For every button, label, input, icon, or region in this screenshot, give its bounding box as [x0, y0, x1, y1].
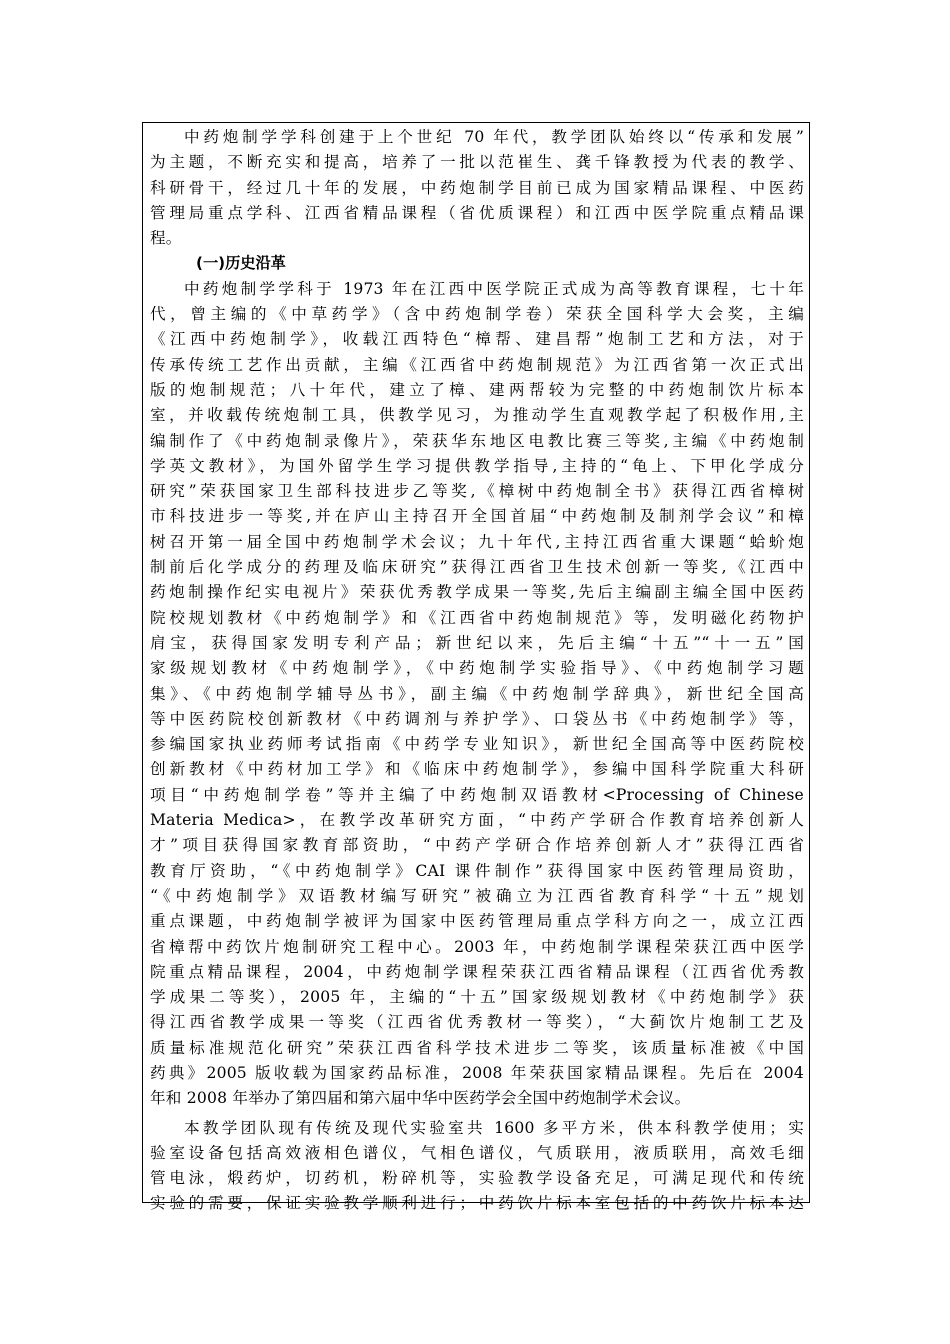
intro-paragraph — [150, 125, 804, 251]
section-heading: (一)历史沿革 — [196, 254, 286, 273]
text-line: 市科技进步一等奖,并在庐山主持召开全国首届“中药炮制及制剂学会议”和樟 — [150, 507, 804, 526]
document-body — [150, 125, 804, 1217]
text-line: 重点课题，中药炮制学被评为国家中医药管理局重点学科方向之一，成立江西 — [150, 912, 804, 931]
text-line: 学成果二等奖），2005 年，主编的“十五”国家级规划教材《中药炮制学》获 — [150, 988, 804, 1007]
text-line: Materia Medica>，在教学改革研究方面，“中药产学研合作教育培养创新人 — [150, 811, 804, 830]
text-line: 创新教材《中药材加工学》和《临床中药炮制学》，参编中国科学院重大科研 — [150, 760, 804, 779]
text-line: 程。 — [150, 229, 182, 248]
text-line: 省樟帮中药饮片炮制研究工程中心。2003 年，中药炮制学课程荣获江西中医学 — [150, 937, 804, 956]
text-line: 得江西省教学成果一等奖（江西省优秀教材一等奖），“大蓟饮片炮制工艺及 — [150, 1013, 804, 1032]
text-line: 为主题，不断充实和提高，培养了一批以范崔生、龚千锋教授为代表的教学、 — [150, 153, 804, 172]
text-line: 教育厅资助，“《中药炮制学》CAI 课件制作”获得国家中医药管理局资助， — [150, 861, 804, 880]
text-line: 科研骨干，经过几十年的发展，中药炮制学目前已成为国家精品课程、中医药 — [150, 178, 804, 197]
text-line: 学英文教材》，为国外留学生学习提供教学指导,主持的“龟上、下甲化学成分 — [150, 456, 804, 475]
text-line: 实验的需要，保证实验教学顺利进行；中药饮片标本室包括的中药饮片标本达 — [150, 1194, 804, 1213]
text-line: 中药炮制学学科于 1973 年在江西中医学院正式成为高等教育课程，七十年 — [184, 279, 804, 298]
text-line: 家级规划教材《中药炮制学》，《中药炮制学实验指导》、《中药炮制学习题 — [150, 659, 804, 678]
text-line: 年和 2008 年举办了第四届和第六届中华中医药学会全国中药炮制学术会议。 — [150, 1089, 691, 1108]
text-line: 管理局重点学科、江西省精品课程（省优质课程）和江西中医学院重点精品课 — [150, 203, 804, 222]
text-line: 管电泳，煅药炉，切药机，粉碎机等，实验教学设备充足，可满足现代和传统 — [150, 1169, 804, 1188]
text-line: 院校规划教材《中药炮制学》和《江西省中药炮制规范》等，发明磁化药物护 — [150, 608, 804, 627]
text-line: 项目“中药炮制学卷”等并主编了中药炮制双语教材<Processing of Chinese — [150, 785, 804, 804]
text-line: 《江西中药炮制学》，收载江西特色“樟帮、建昌帮”炮制工艺和方法，对于 — [150, 330, 804, 349]
text-line: 药典》2005 版收载为国家药品标准，2008 年荣获国家精品课程。先后在 2004 — [150, 1063, 804, 1082]
text-line: “《中药炮制学》双语教材编写研究”被确立为江西省教育科学“十五”规划 — [150, 886, 804, 905]
text-line: 集》、《中药炮制学辅导丛书》，副主编《中药炮制学辞典》，新世纪全国高 — [150, 684, 804, 703]
text-line: 编制作了《中药炮制录像片》，荣获华东地区电教比赛三等奖,主编《中药炮制 — [150, 431, 804, 450]
text-line: 参编国家执业药师考试指南《中药学专业知识》，新世纪全国高等中医药院校 — [150, 735, 804, 754]
text-line: 树召开第一届全国中药炮制学术会议；九十年代,主持江西省重大课题“蛤蚧炮 — [150, 532, 804, 551]
text-line: 代，曾主编的《中草药学》（含中药炮制学卷）荣获全国科学大会奖，主编 — [150, 305, 804, 324]
text-line: 研究”荣获国家卫生部科技进步乙等奖,《樟树中药炮制全书》获得江西省樟树 — [150, 482, 804, 501]
text-line: 院重点精品课程，2004，中药炮制学课程荣获江西省精品课程（江西省优秀教 — [150, 962, 804, 981]
text-line: 验室设备包括高效液相色谱仪，气相色谱仪，气质联用，液质联用，高效毛细 — [150, 1143, 804, 1162]
text-line: 中药炮制学学科创建于上个世纪 70 年代，教学团队始终以“传承和发展” — [184, 128, 804, 146]
text-line: 质量标准规范化研究”荣获江西省科学技术进步二等奖，该质量标准被《中国 — [150, 1038, 804, 1057]
lab-paragraph — [150, 1116, 804, 1217]
text-line: 肩宝，获得国家发明专利产品；新世纪以来，先后主编“十五”“十一五”国 — [150, 633, 804, 652]
text-line: 等中医药院校创新教材《中药调剂与养护学》、口袋丛书《中药炮制学》等， — [150, 709, 804, 728]
text-line: 药炮制操作纪实电视片》荣获优秀教学成果一等奖,先后主编副主编全国中医药 — [150, 583, 804, 602]
text-line: 室，并收载传统炮制工具，供教学见习，为推动学生直观教学起了积极作用,主 — [150, 406, 804, 425]
text-line: 才”项目获得国家教育部资助，“中药产学研合作培养创新人才”获得江西省 — [150, 836, 804, 855]
text-line: 版的炮制规范；八十年代，建立了樟、建两帮较为完整的中药炮制饮片标本 — [150, 380, 804, 399]
history-paragraph — [150, 277, 804, 1112]
text-line: 制前后化学成分的药理及临床研究”获得江西省卫生技术创新一等奖,《江西中 — [150, 558, 804, 577]
text-line: 本教学团队现有传统及现代实验室共 1600 多平方米，供本科教学使用；实 — [184, 1118, 804, 1137]
text-line: 传承传统工艺作出贡献，主编《江西省中药炮制规范》为江西省第一次正式出 — [150, 355, 804, 374]
